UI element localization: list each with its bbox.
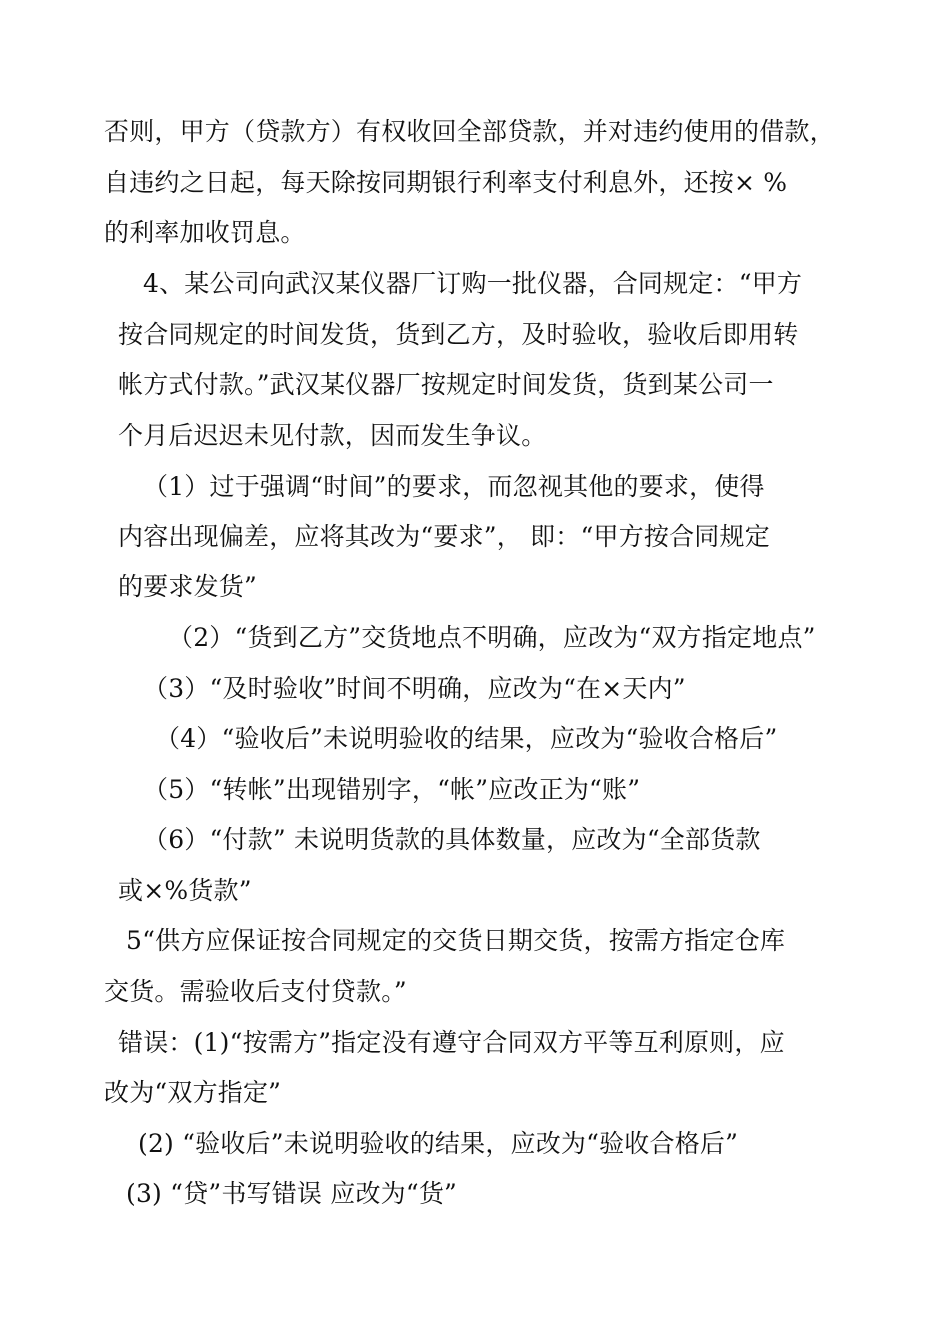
text-line: 5“供方应保证按合同规定的交货日期交货，按需方指定仓库 xyxy=(126,926,786,955)
text-line: 否则，甲方（贷款方）有权收回全部贷款，并对违约使用的借款， xyxy=(104,117,835,146)
text-line: 帐方式付款。”武汉某仪器厂按规定时间发货，货到某公司一 xyxy=(118,370,774,399)
text-line: 内容出现偏差，应将其改为“要求”， 即：“甲方按合同规定 xyxy=(118,522,770,551)
text-line: （6）“付款” 未说明货款的具体数量，应改为“全部货款 xyxy=(143,825,761,854)
text-line: 或×%货款” xyxy=(118,876,252,905)
text-line: 交货。需验收后支付贷款。” xyxy=(104,977,407,1006)
text-line: 错误：(1)“按需方”指定没有遵守合同双方平等互利原则，应 xyxy=(118,1028,785,1057)
text-line: （2）“货到乙方”交货地点不明确，应改为“双方指定地点” xyxy=(168,623,816,652)
text-line: （3）“及时验收”时间不明确，应改为“在×天内” xyxy=(143,674,686,703)
text-line: (3) “贷”书写错误 应改为“货” xyxy=(126,1179,458,1208)
text-line: （4）“验收后”未说明验收的结果，应改为“验收合格后” xyxy=(155,724,778,753)
text-line: (2) “验收后”未说明验收的结果，应改为“验收合格后” xyxy=(138,1129,739,1158)
text-line: （5）“转帐”出现错别字，“帐”应改正为“账” xyxy=(143,775,641,804)
text-line: （1）过于强调“时间”的要求，而忽视其他的要求，使得 xyxy=(143,472,765,501)
text-line: 的要求发货” xyxy=(118,572,257,601)
text-line: 的利率加收罚息。 xyxy=(104,218,306,247)
text-line: 改为“双方指定” xyxy=(104,1078,282,1107)
text-line: 按合同规定的时间发货，货到乙方，及时验收，验收后即用转 xyxy=(118,320,799,349)
text-line: 自违约之日起，每天除按同期银行利率支付利息外，还按× % xyxy=(104,168,788,197)
text-line: 4、某公司向武汉某仪器厂订购一批仪器，合同规定：“甲方 xyxy=(143,269,803,298)
text-line: 个月后迟迟未见付款，因而发生争议。 xyxy=(118,421,547,450)
